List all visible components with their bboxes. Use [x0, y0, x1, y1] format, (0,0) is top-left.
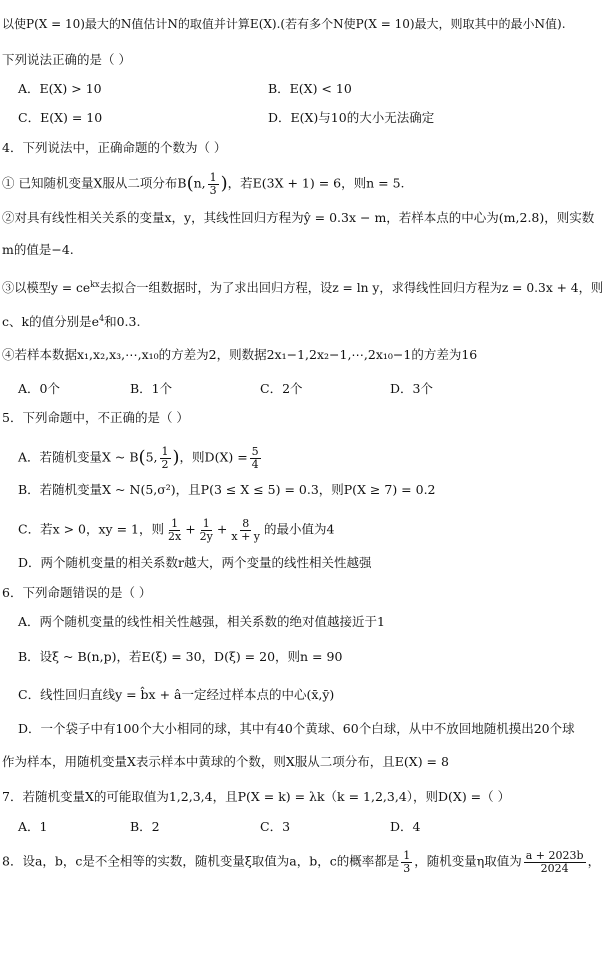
q4-item3-model: ③以模型y = ce [2, 281, 91, 296]
q6-option-d-line2: 作为样本，用随机变量X表示样本中黄球的个数，则X服从二项分布，且E(X) = 8 [2, 754, 449, 769]
q3-option-b: B．E(X) < 10 [268, 81, 352, 96]
q5-option-a-text-post: ，则D(X) = [179, 449, 248, 465]
q4-item4: ④若样本数据x₁,x₂,x₃,⋯,x₁₀的方差为2，则数据2x₁−1,2x₂−1,⋯,2x₁₀−1的方差为16 [2, 347, 478, 362]
q3-option-d: D．E(X)与10的大小无法确定 [268, 110, 435, 125]
q4-item3-line1 [2, 281, 603, 294]
q5-option-a-fraction1 [160, 446, 171, 470]
q4-item2-line1: ②对具有线性相关关系的变量x，y，其线性回归方程为ŷ = 0.3x − m，若样本点的中心为(m,2.8)，则实数 [2, 210, 595, 225]
fraction-numerator: a + 2023b [525, 849, 584, 862]
fraction-denominator: 2024 [540, 861, 569, 875]
q8-stem-text: 8．设a，b，c是不全相等的实数，随机变量ξ取值为a，b，c的概率都是 [2, 853, 400, 869]
q5-option-a-params: 5, [145, 449, 158, 465]
q5-option-c-fraction1 [166, 518, 183, 542]
q3-option-a: A．E(X) > 10 [18, 81, 102, 96]
q4-item2-line2: m的值是−4. [2, 242, 74, 257]
q4-option-d: D．3个 [390, 381, 433, 396]
fraction-numerator: 1 [161, 445, 169, 458]
q5-option-a-text: A．若随机变量X ~ B [18, 449, 139, 465]
q6-option-b: B．设ξ ~ B(n,p)，若E(ξ) = 30，D(ξ) = 20，则n = 90 [18, 649, 343, 664]
q7-option-a: A．1 [18, 819, 48, 834]
q4-item1-text-post: ，若E(3X + 1) = 6，则n = 5. [227, 175, 405, 191]
fraction-numerator: 1 [209, 171, 217, 184]
q7-option-c: C．3 [260, 819, 291, 834]
fraction-denominator: 2x [167, 529, 182, 543]
q4-item3-line2 [2, 315, 140, 329]
q4-item3-result: c、k的值分别是e [2, 314, 99, 330]
q5-option-c-text: C．若x > 0，xy = 1，则 [18, 521, 164, 537]
q6-option-c: C．线性回归直线y = b̂x + â一定经过样本点的中心(x̄,ȳ) [18, 687, 335, 702]
q4-option-c: C．2个 [260, 381, 303, 396]
q5-stem: 5．下列命题中，不正确的是（ ） [2, 410, 189, 425]
fraction-denominator: 2 [161, 457, 169, 471]
q8-fraction2 [524, 850, 586, 874]
fraction-numerator: 5 [251, 445, 259, 458]
fraction-denominator: 2y [199, 529, 213, 543]
q5-option-c-fraction2 [198, 518, 215, 542]
q4-item3-text: 去拟合一组数据时，为了求出回归方程，设z = ln y，求得线性回归方程为z = 0.3x + 4，则 [99, 281, 604, 296]
q5-option-c: C．若x > 0，xy = 1，则 $\frac{1}{2x}$ + $\frac{1}{2y}$ + $\frac{8}{x + y}$ 的最小值为4 [18, 517, 335, 543]
fraction-denominator: 3 [403, 861, 411, 875]
q5-option-b: B．若随机变量X ~ N(5,σ²)，且P(3 ≤ X ≤ 5) = 0.3，则P(X ≥ 7) = 0.2 [18, 482, 436, 497]
q4-stem: 4．下列说法中，正确命题的个数为（ ） [2, 140, 227, 155]
fraction-numerator: 1 [403, 849, 411, 862]
fraction-denominator: 3 [209, 183, 217, 197]
q4-item3-result-exponent: 4 [98, 314, 105, 323]
q8-stem-text-mid: ，随机变量η取值为 [414, 853, 522, 869]
q4-item1-text: ① 已知随机变量X服从二项分布B [2, 175, 187, 191]
fraction-numerator: 1 [171, 517, 179, 530]
q4-item1-params: n, [193, 175, 206, 191]
q4-item1: ① 已知随机变量X服从二项分布B(n, $\frac{1}{3}$ )，若E(3X + 1) = 6，则n = 5. [2, 171, 405, 197]
fraction-denominator: 4 [251, 457, 259, 471]
q4-option-a: A．0个 [18, 381, 60, 396]
q4-item3-result-post: 和0.3. [104, 314, 141, 330]
q5-option-c-fraction3 [229, 518, 262, 542]
q4-option-b: B．1个 [130, 381, 173, 396]
q7-option-d: D．4 [390, 819, 421, 834]
q3-stem-line1: 以使P(X = 10)最大的N值估计N的取值并计算E(X).(若有多个N使P(X = 10)最大，则取其中的最小N值). [2, 17, 566, 31]
q3-stem-line2: 下列说法正确的是（ ） [2, 52, 131, 67]
q6-stem: 6．下列命题错误的是（ ） [2, 585, 152, 600]
q3-option-c: C．E(X) = 10 [18, 110, 103, 125]
q6-option-d-line1: D．一个袋子中有100个大小相同的球，其中有40个黄球、60个白球，从中不放回地随机摸出20个球 [18, 721, 575, 736]
fraction-numerator: 8 [242, 517, 250, 530]
q5-option-a: A．若随机变量X ~ B(5, $\frac{1}{2}$ )，则D(X) = $\frac{5}{4}$ [18, 445, 259, 471]
q5-option-d: D．两个随机变量的相关系数r越大，两个变量的线性相关性越强 [18, 555, 372, 570]
q5-option-a-fraction2 [250, 446, 261, 470]
q4-item3-exponent: kx [90, 280, 100, 289]
q8-stem-text-post: ， [587, 853, 601, 869]
q7-option-b: B．2 [130, 819, 160, 834]
q8-stem [2, 850, 600, 874]
q8-fraction1 [401, 850, 412, 874]
q5-option-c-text-post: 的最小值为4 [264, 521, 335, 537]
fraction-denominator: x + y [231, 529, 261, 543]
q4-item1-fraction [208, 172, 219, 196]
fraction-numerator: 1 [202, 517, 210, 530]
q7-stem: 7．若随机变量X的可能取值为1,2,3,4，且P(X = k) = λk（k = 1,2,3,4），则D(X) =（ ） [2, 789, 511, 804]
q6-option-a: A．两个随机变量的线性相关性越强，相关系数的绝对值越接近于1 [18, 614, 385, 629]
